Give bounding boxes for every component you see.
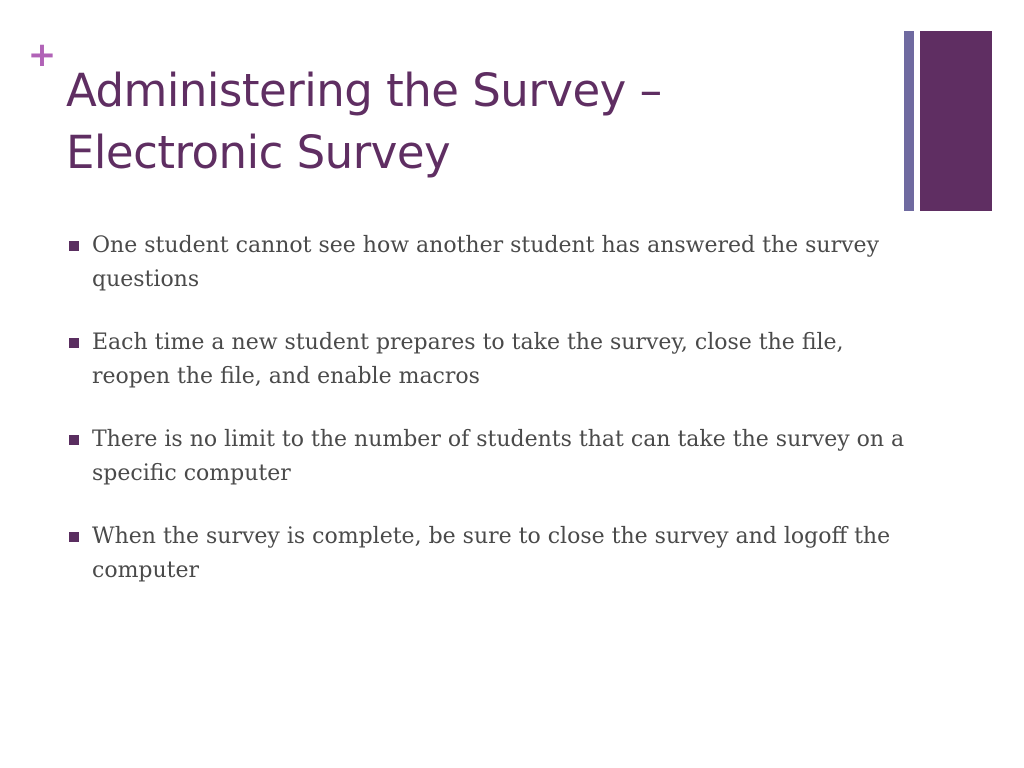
accent-bar-thin bbox=[904, 31, 914, 211]
bullet-text: Each time a new student prepares to take the survey, close the file, reopen the file, and enable macros bbox=[92, 330, 844, 389]
bullet-item bbox=[66, 423, 906, 491]
bullet-text: One student cannot see how another student has answered the survey questions bbox=[92, 233, 879, 292]
bullet-item bbox=[66, 520, 906, 588]
bullet-item bbox=[66, 229, 906, 297]
slide-title-line-2: Electronic Survey bbox=[66, 126, 451, 179]
accent-bar-thick bbox=[920, 31, 992, 211]
slide-title-line-1: Administering the Survey – bbox=[66, 64, 662, 117]
slide-title bbox=[66, 60, 846, 184]
bullet-list bbox=[66, 229, 906, 617]
square-bullet-icon bbox=[69, 435, 79, 445]
bullet-text: When the survey is complete, be sure to close the survey and logoff the computer bbox=[92, 524, 891, 583]
bullet-text: There is no limit to the number of students that can take the survey on a specific computer bbox=[92, 427, 905, 486]
square-bullet-icon bbox=[69, 338, 79, 348]
bullet-item bbox=[66, 326, 906, 394]
plus-icon: + bbox=[27, 35, 57, 75]
square-bullet-icon bbox=[69, 532, 79, 542]
square-bullet-icon bbox=[69, 241, 79, 251]
